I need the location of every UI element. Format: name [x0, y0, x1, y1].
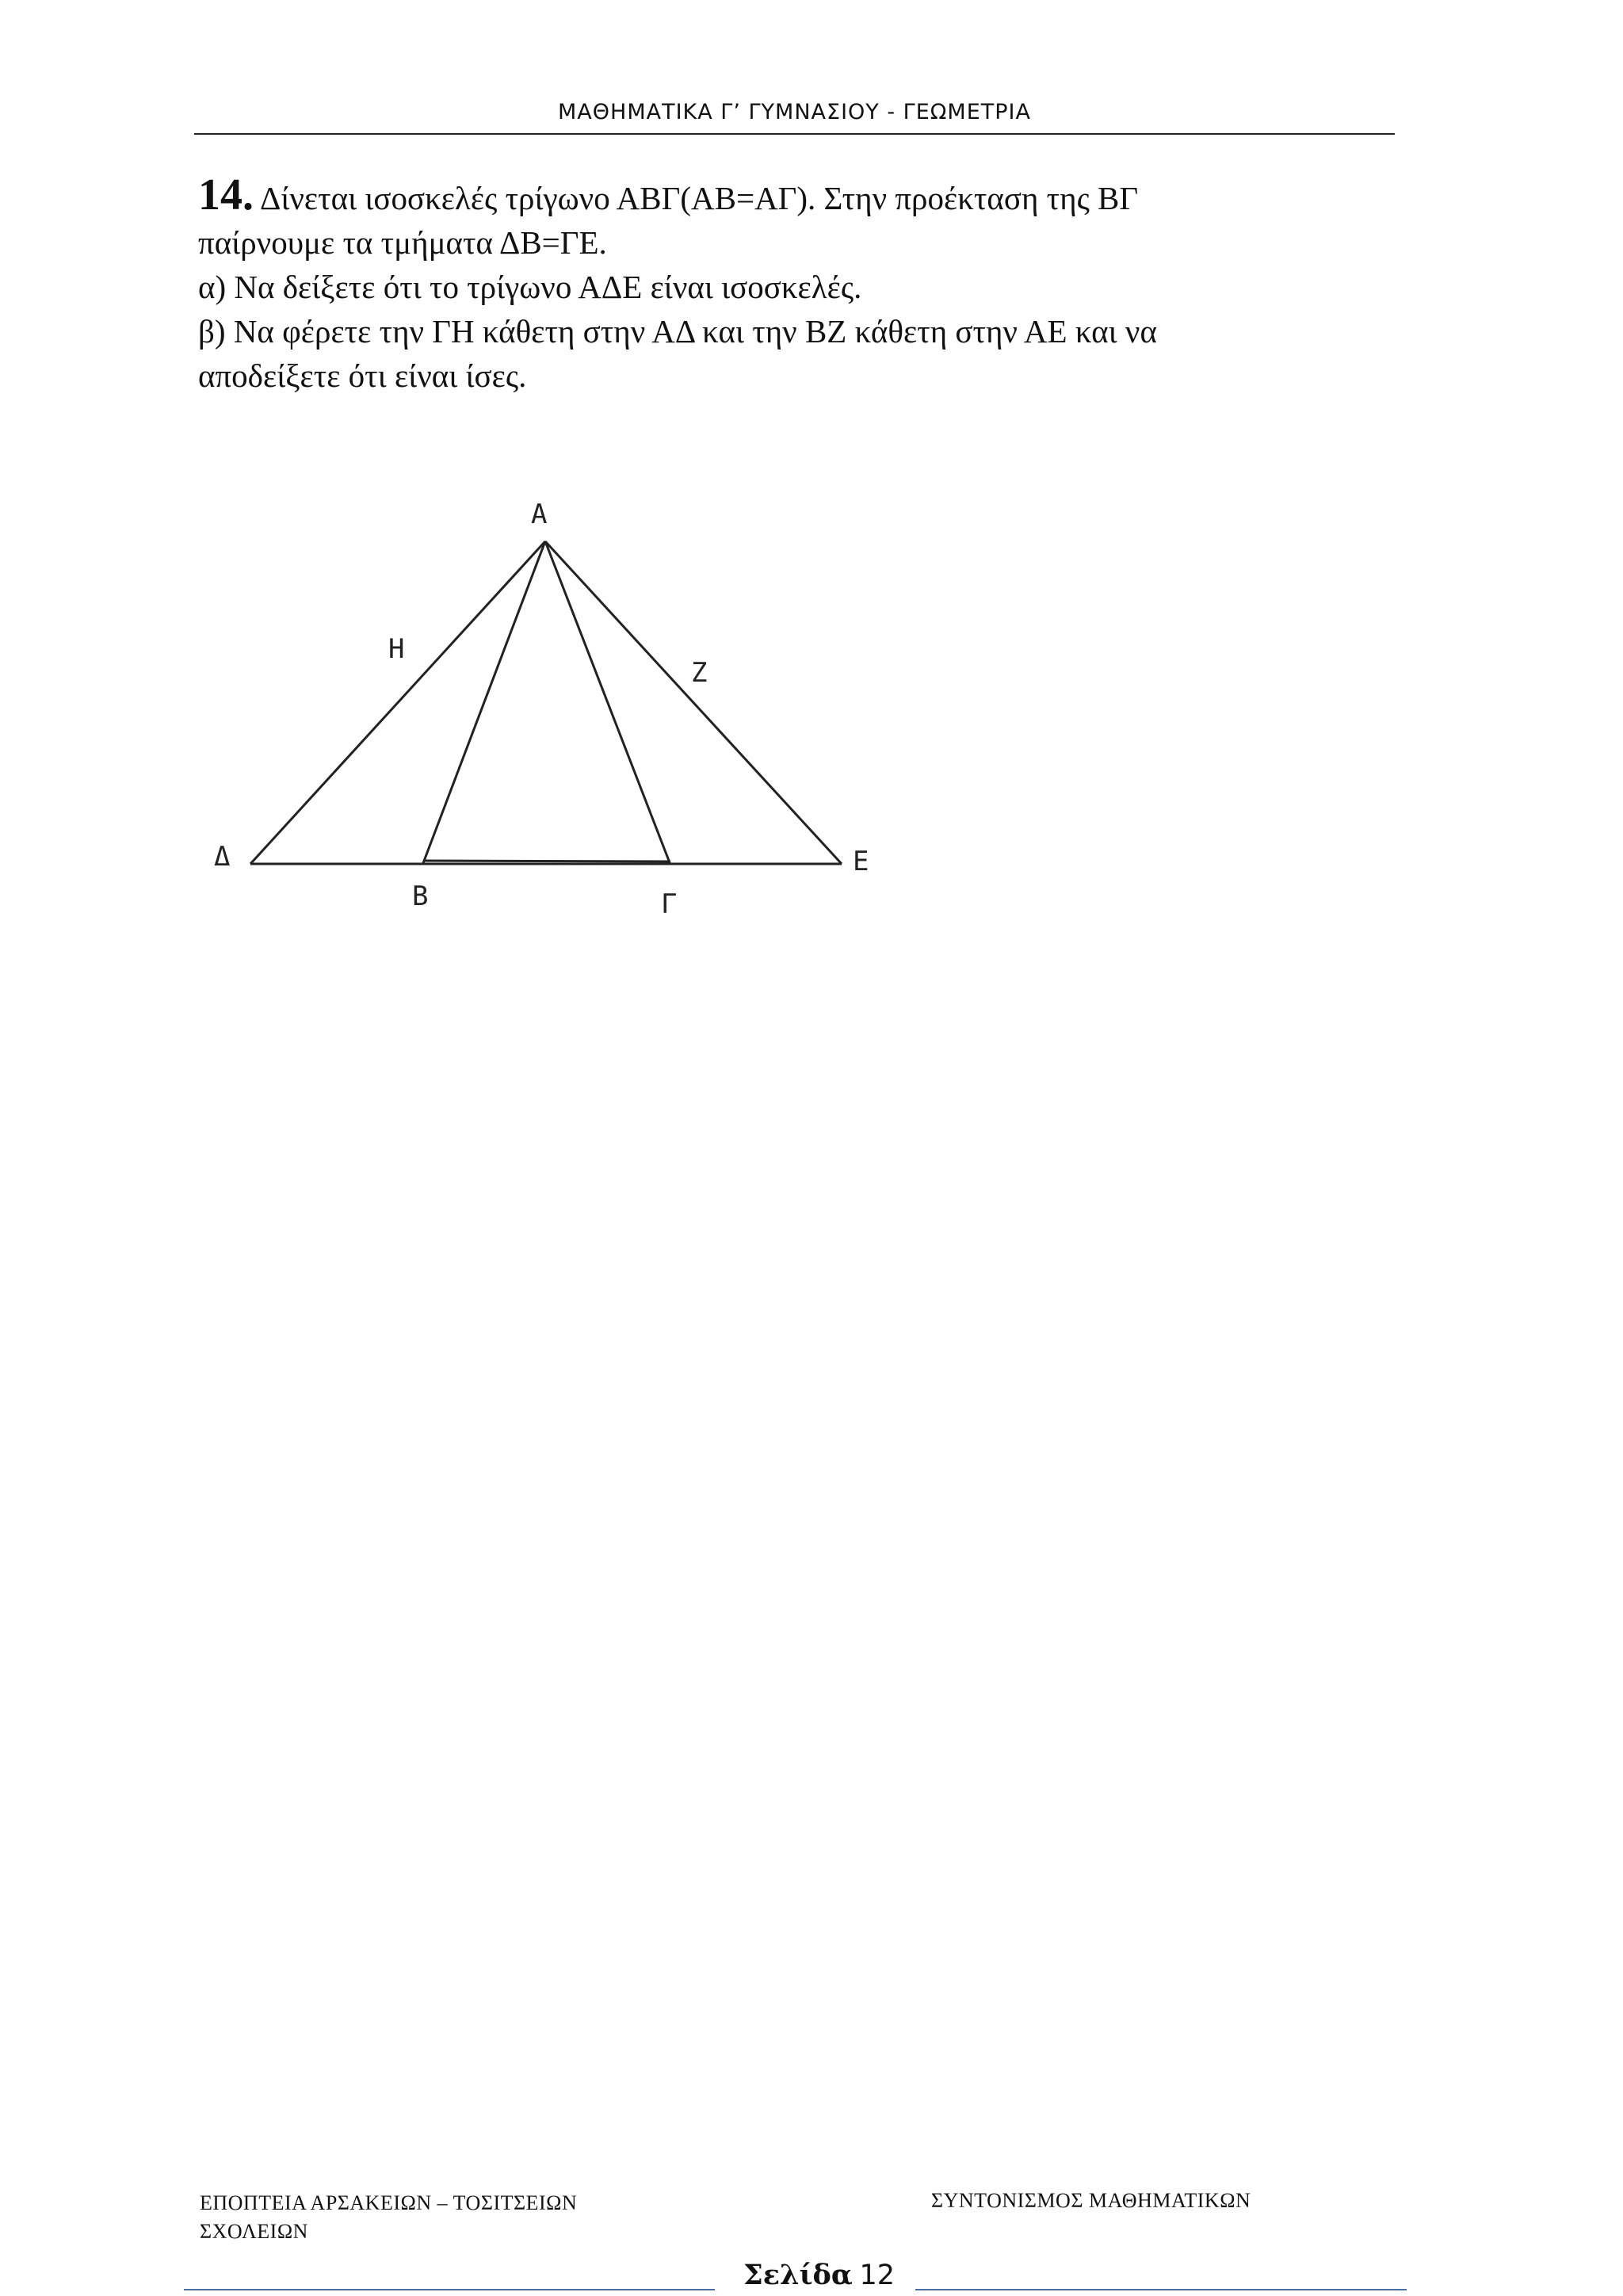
- label-H: Η: [388, 633, 405, 665]
- problem-text-1: Δίνεται ισοσκελές τρίγωνο ΑΒΓ(ΑΒ=ΑΓ). Στην προέκταση της ΒΓ: [260, 180, 1139, 216]
- label-D: Δ: [214, 841, 231, 873]
- footer-left: [200, 2189, 577, 2246]
- problem-statement-line-1: [198, 170, 1434, 220]
- segment-AG: [545, 541, 670, 865]
- problem-statement-line-2: παίρνουμε τα τμήματα ΔΒ=ΓΕ.: [198, 224, 607, 261]
- footer-rule-right: [915, 2289, 1407, 2290]
- footer-rule-left: [184, 2289, 715, 2290]
- footer-left-line-2: ΣΧΟΛΕΙΩΝ: [200, 2220, 308, 2243]
- problem-14: [198, 170, 1434, 398]
- footer-left-line-1: ΕΠΟΠΤΕΙΑ ΑΡΣΑΚΕΙΩΝ – ΤΟΣΙΤΣΕΙΩΝ: [200, 2191, 578, 2214]
- label-Z: Ζ: [691, 657, 708, 689]
- problem-part-a: α) Να δείξετε ότι το τρίγωνο ΑΔΕ είναι ισοσκελές.: [198, 269, 862, 305]
- label-E: Ε: [853, 846, 869, 877]
- label-B: Β: [412, 881, 429, 912]
- label-A: Α: [531, 499, 548, 530]
- page-header-title: ΜΑΘΗΜΑΤΙΚΑ Γ’ ΓΥΜΝΑΣΙΟΥ - ΓΕΩΜΕΤΡΙΑ: [558, 100, 1031, 124]
- problem-part-b-line-1: β) Να φέρετε την ΓΗ κάθετη στην ΑΔ και την ΒΖ κάθετη στην ΑΕ και να: [198, 313, 1157, 350]
- header-divider: [194, 133, 1395, 135]
- label-G: Γ: [661, 888, 678, 920]
- problem-number: 14.: [198, 170, 254, 220]
- segment-AB: [423, 541, 545, 863]
- segment-AD: [250, 541, 545, 864]
- page-number-value: 12: [859, 2260, 896, 2291]
- footer-right: ΣΥΝΤΟΝΙΣΜΟΣ ΜΑΘΗΜΑΤΙΚΩΝ: [931, 2189, 1251, 2212]
- problem-part-b-line-2: αποδείξετε ότι είναι ίσες.: [198, 357, 527, 394]
- page-number: [743, 2259, 895, 2291]
- geometry-figure: [198, 483, 896, 927]
- segment-AE: [545, 541, 842, 864]
- page-label: Σελίδα: [743, 2259, 853, 2291]
